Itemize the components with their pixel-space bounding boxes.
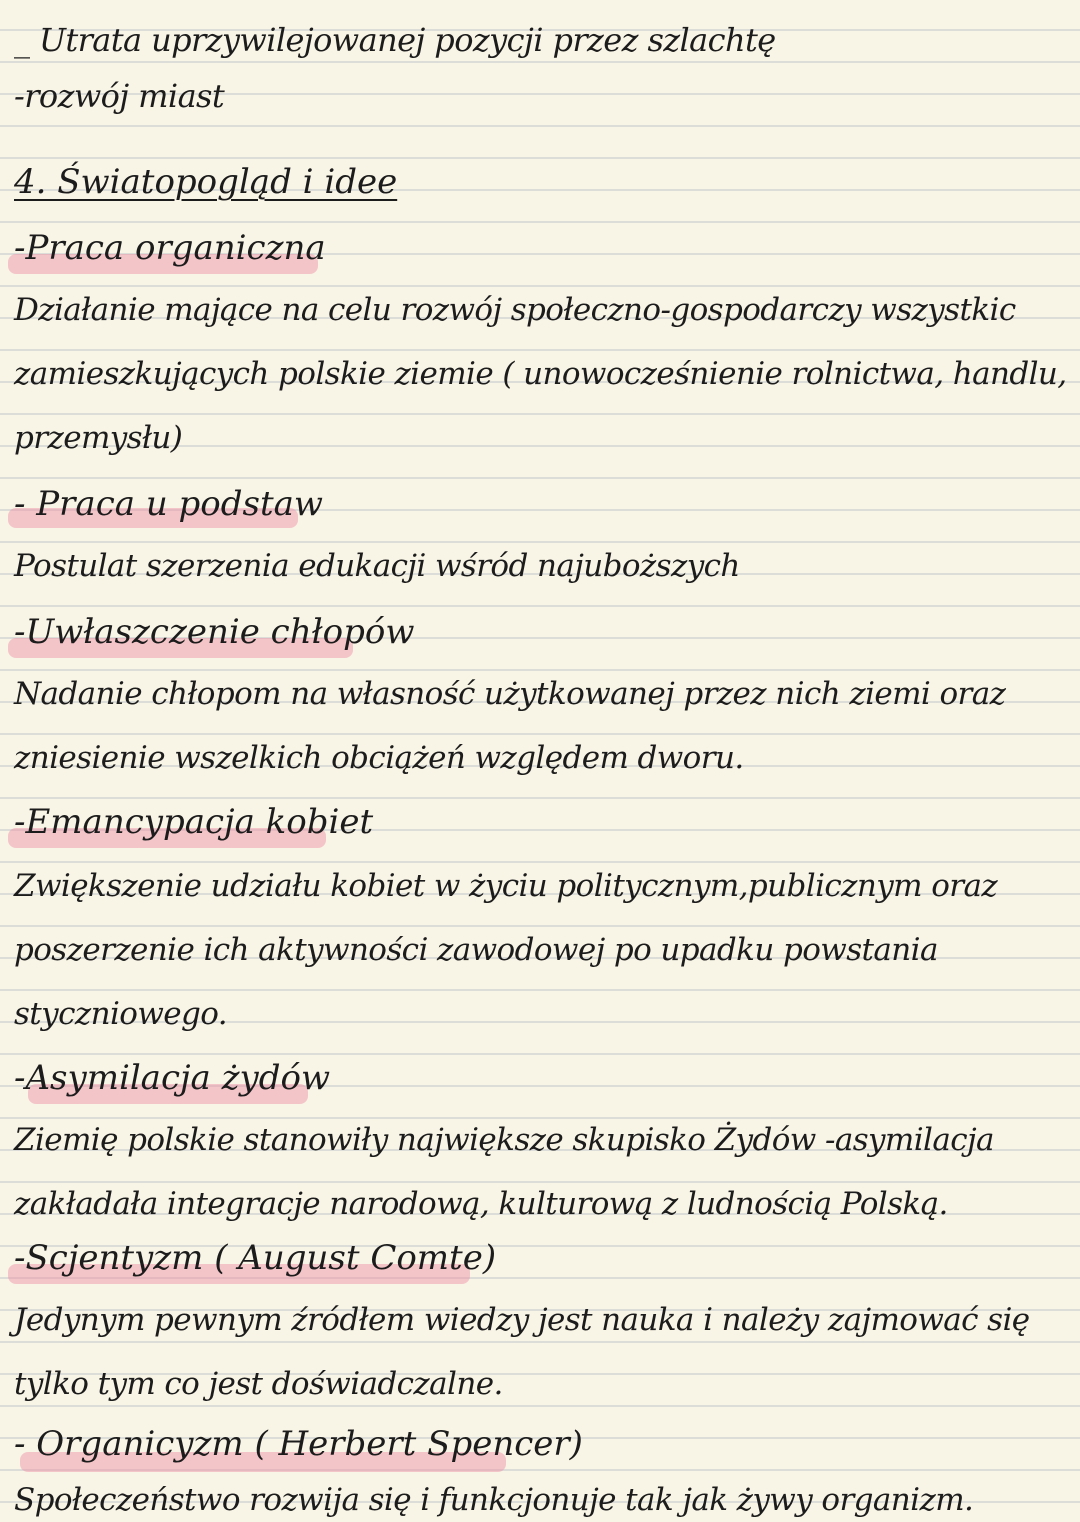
- term-asymilacja-zydow: -Asymilacja żydów: [14, 1058, 331, 1098]
- definition-line: przemysłu): [14, 420, 183, 456]
- definition-line: Zwiększenie udziału kobiet w życiu politycznym,publicznym oraz: [14, 868, 998, 904]
- definition-line: Działanie mające na celu rozwój społeczno-gospodarczy wszystkic: [14, 292, 1016, 328]
- definition-line: zniesienie wszelkich obciążeń względem dworu.: [14, 740, 744, 776]
- term-emancypacja-kobiet: -Emancypacja kobiet: [14, 802, 374, 842]
- definition-line: Postulat szerzenia edukacji wśród najuboższych: [14, 548, 740, 584]
- note-line: -rozwój miast: [14, 77, 225, 115]
- term-scjentyzm: -Scjentyzm ( August Comte): [14, 1238, 497, 1278]
- definition-line: tylko tym co jest doświadczalne.: [14, 1366, 503, 1402]
- definition-line: Jedynym pewnym źródłem wiedzy jest nauka i należy zajmować się: [14, 1302, 1030, 1338]
- definition-line: zamieszkujących polskie ziemie ( unowocześnienie rolnictwa, handlu,: [14, 356, 1067, 392]
- term-praca-u-podstaw: - Praca u podstaw: [14, 484, 324, 524]
- definition-line: poszerzenie ich aktywności zawodowej po upadku powstania: [14, 932, 938, 968]
- term-praca-organiczna: -Praca organiczna: [14, 228, 326, 268]
- definition-line: Nadanie chłopom na własność użytkowanej przez nich ziemi oraz: [14, 676, 1006, 712]
- definition-line: zakładała integracje narodową, kulturową z ludnością Polską.: [14, 1186, 948, 1222]
- term-uwlaszczenie-chlopow: -Uwłaszczenie chłopów: [14, 612, 415, 652]
- note-line: _ Utrata uprzywilejowanej pozycji przez szlachtę: [14, 21, 776, 59]
- definition-line: Społeczeństwo rozwija się i funkcjonuje tak jak żywy organizm.: [14, 1482, 974, 1518]
- section-heading: 4. Światopogląd i idee: [14, 162, 398, 202]
- term-organicyzm: - Organicyzm ( Herbert Spencer): [14, 1424, 583, 1464]
- handwritten-note: [14, 0, 1067, 1522]
- definition-line: styczniowego.: [14, 996, 228, 1032]
- definition-line: Ziemię polskie stanowiły największe skupisko Żydów -asymilacja: [14, 1122, 994, 1158]
